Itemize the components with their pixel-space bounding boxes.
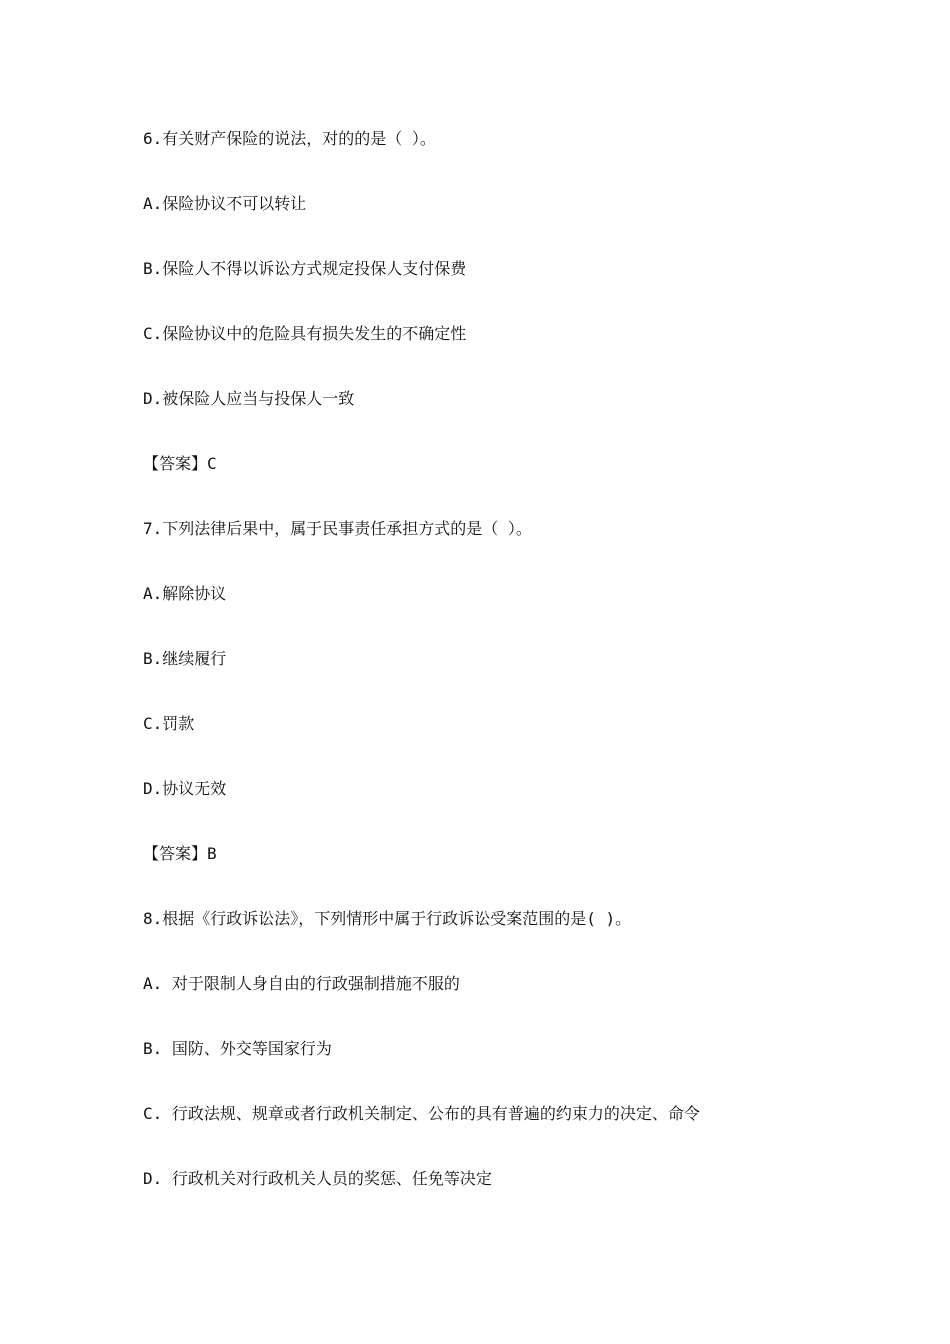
option-c: C. 行政法规、规章或者行政机关制定、公布的具有普遍的约束力的决定、命令 (143, 1104, 700, 1123)
question-8 (143, 904, 903, 1229)
option-b: B.继续履行 (143, 649, 227, 668)
option-b: B. 国防、外交等国家行为 (143, 1039, 332, 1058)
option-d: D. 行政机关对行政机关人员的奖惩、任免等决定 (143, 1169, 492, 1188)
option-b: B.保险人不得以诉讼方式规定投保人支付保费 (143, 259, 467, 278)
option-d: D.被保险人应当与投保人一致 (143, 389, 355, 408)
document-page (143, 124, 903, 1229)
question-stem: 6.有关财产保险的说法，对的的是（ ）。 (143, 129, 436, 148)
answer: 【答案】B (143, 844, 217, 863)
option-c: C.罚款 (143, 714, 195, 733)
answer: 【答案】C (143, 454, 217, 473)
question-stem: 8.根据《行政诉讼法》，下列情形中属于行政诉讼受案范围的是( )。 (143, 909, 632, 928)
option-a: A.保险协议不可以转让 (143, 194, 307, 213)
option-a: A. 对于限制人身自由的行政强制措施不服的 (143, 974, 460, 993)
option-c: C.保险协议中的危险具有损失发生的不确定性 (143, 324, 467, 343)
question-7 (143, 514, 903, 904)
option-d: D.协议无效 (143, 779, 227, 798)
question-stem: 7.下列法律后果中，属于民事责任承担方式的是（ ）。 (143, 519, 532, 538)
question-6 (143, 124, 903, 514)
option-a: A.解除协议 (143, 584, 227, 603)
